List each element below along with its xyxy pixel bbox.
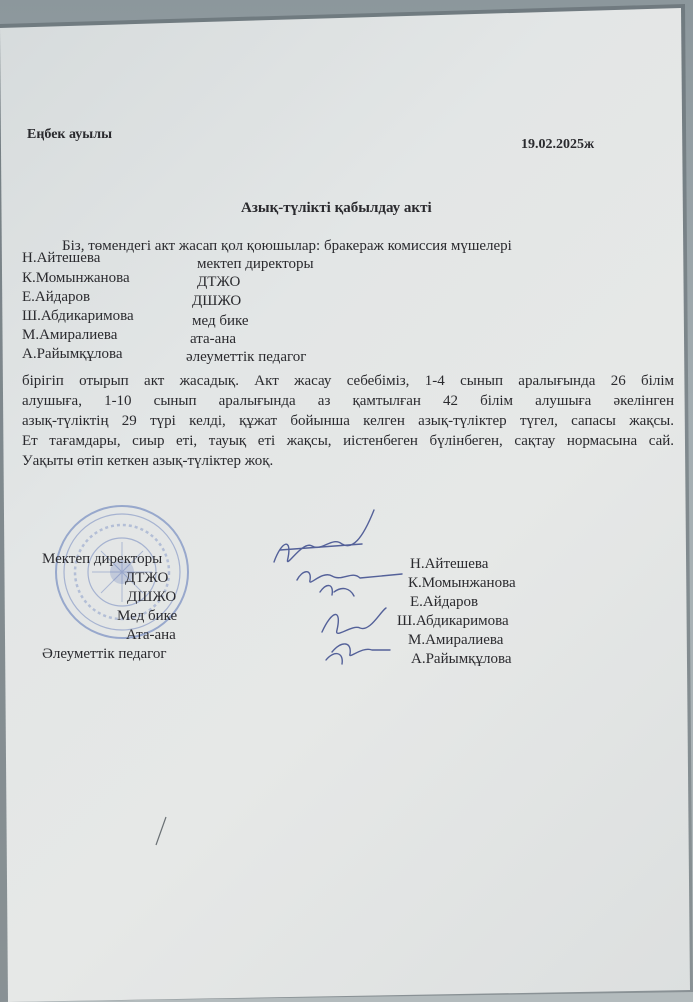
header-location: Еңбек ауылы — [27, 127, 113, 142]
handwritten-signatures — [262, 500, 412, 680]
header-date: 19.02.2025ж — [521, 137, 595, 152]
body-line: Уақыты өтіп кеткен азық-түліктер жоқ. — [22, 453, 274, 469]
signature-name: Ш.Абдикаримова — [397, 613, 509, 629]
document-title: Азық-түлікті қабылдау акті — [241, 200, 432, 216]
member-name: Н.Айтешева — [22, 250, 101, 266]
pen-mark — [150, 815, 170, 847]
signature-name: М.Амиралиева — [408, 632, 504, 648]
signature-name: Н.Айтешева — [410, 556, 489, 572]
member-name: Ш.Абдикаримова — [22, 308, 134, 324]
body-paragraph — [22, 371, 674, 471]
member-name: М.Амиралиева — [22, 327, 118, 343]
member-role: ата-ана — [190, 331, 237, 347]
signature-role: Ата-ана — [126, 627, 176, 643]
body-line: Ет тағамдары, сиыр еті, тауық еті жақсы, иістенбеген бүлінбеген, сақтау нормасына сай. — [22, 433, 674, 449]
signature-role: Мед бике — [117, 608, 178, 624]
member-role: әлеуметтік педагог — [186, 349, 307, 365]
body-line: бірігіп отырып акт жасадық. Акт жасау себебіміз, 1-4 сынып аралығында 26 білім — [22, 373, 674, 389]
signature-name: А.Райымқұлова — [411, 651, 512, 667]
member-role: ДШЖО — [192, 293, 242, 309]
member-name: К.Момынжанова — [22, 270, 130, 286]
body-line: азық-түліктің 29 түрі келді, құжат бойынша келген азық-түліктер түгел, сапасы жақсы. — [22, 413, 674, 429]
intro-text: Біз, төмендегі акт жасап қол қоюшылар: бракераж комиссия мүшелері — [62, 238, 512, 254]
signature-name: Е.Айдаров — [410, 594, 479, 610]
signature-role: Мектеп директоры — [42, 551, 163, 567]
signature-role: ДШЖО — [127, 589, 177, 605]
signature-role: Әлеуметтік педагог — [42, 646, 167, 662]
member-name: А.Райымқұлова — [22, 346, 123, 362]
member-role: мектеп директоры — [197, 256, 314, 272]
member-role: ДТЖО — [197, 274, 241, 290]
member-role: мед бике — [192, 313, 249, 329]
signature-name: К.Момынжанова — [408, 575, 516, 591]
body-line: алушыға, 1-10 сынып аралығында аз қамтылған 42 білім алушыға әкелінген — [22, 393, 674, 409]
signature-role: ДТЖО — [125, 570, 169, 586]
member-name: Е.Айдаров — [22, 289, 91, 305]
